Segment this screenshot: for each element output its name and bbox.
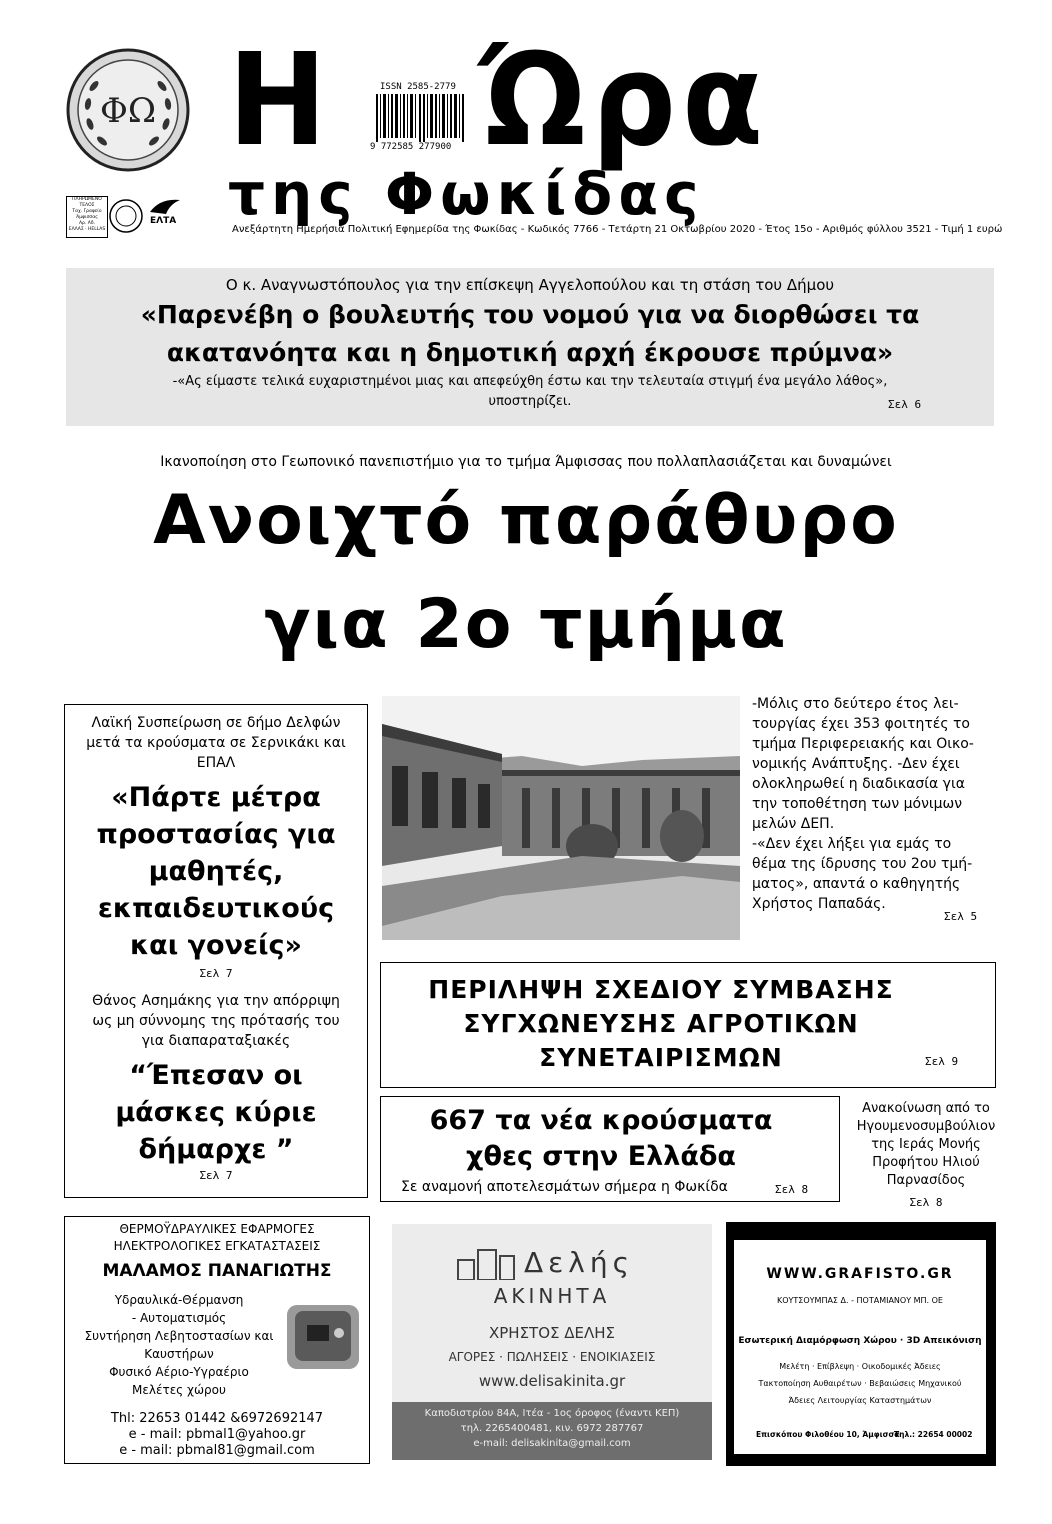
top-story-sub-line2: υποστηρίζει. [488,394,572,409]
ad-grafisto-phone: Τηλ.: 22654 00002 [894,1430,973,1439]
lead-body-line: Χρήστος Παπαδάς. [752,896,886,912]
masthead-title-ora: Ώρα [480,25,770,175]
lead-story-page-ref: Σελ 5 [944,910,978,923]
ad-delis-services: ΑΓΟΡΕΣ · ΠΩΛΗΣΕΙΣ · ΕΝΟΙΚΙΑΣΕΙΣ [448,1350,656,1364]
ad-malamos-name: ΜΑΛΑΜΟΣ ΠΑΝΑΓΙΩΤΗΣ [102,1261,332,1281]
ad-malamos [64,1216,370,1464]
ad-malamos-services: Υδραυλικά-Θέρμανση - Αυτοματισμός Συντήρηση Λεβητοστασίων και Καυστήρων Φυσικό Αέριο-Υγραέριο Μελέτες χώρου [84,1293,274,1397]
lead-body-line: ολοκληρωθεί η διαδικασία για [752,776,965,792]
monastery-note: Ανακοίνωση από το Ηγουμενοσυμβούλιον της Ιεράς Μονής Προφήτου Ηλιού Παρνασίδος [856,1101,996,1188]
university-building-photo [382,696,740,940]
lead-story-body [752,694,1002,914]
masthead-tagline: Ανεξάρτητη Ημερήσια Πολιτική Εφημερίδα της Φωκίδας - Κωδικός 7766 - Τετάρτη 21 Οκτωβρίου 2020 - Έτος 15ο - Αριθμός φύλλου 3521 - Τιμή 1 ευρώ [232,224,1003,235]
ad-grafisto-headline: Εσωτερική Διαμόρφωση Χώρου · 3D Απεικόνιση [738,1336,982,1346]
lead-body-line: ματος», απαντά ο καθηγητής [752,876,961,892]
top-story-kicker: Ο κ. Αναγνωστόπουλος για την επίσκεψη Αγγελοπούλου και τη στάση του Δήμου [225,276,835,294]
top-story-page-ref: Σελ 6 [888,398,922,411]
laurel-seal-logo [64,46,192,174]
ad-malamos-contact: Thl: 22653 01442 &6972692147 e - mail: pbmal1@yahoo.gr e - mail: pbmal81@gmail.com [110,1411,324,1458]
covid-subtext: Σε αναμονή αποτελεσμάτων σήμερα η Φωκίδα [401,1179,728,1195]
ad-delis-footer: Καποδιστρίου 84Α, Ιτέα - 1ος όροφος (έναντι ΚΕΠ) τηλ. 2265400481, κιν. 6972 287767 e-mail: delisakinita@gmail.com [392,1402,712,1460]
story1-headline: «Πάρτε μέτρα προστασίας για μαθητές, εκπαιδευτικούς και γονείς» [96,782,336,961]
lead-body-line: -Μόλις στο δεύτερο έτος λει- [752,696,959,712]
boiler-product-image [283,1297,363,1377]
ad-delis-web: www.delisakinita.gr [478,1372,626,1390]
issn-label: ISSN 2585-2779 [380,82,456,92]
ad-grafisto [726,1222,996,1466]
lead-story-headline-line1: Ανοιχτό παράθυρο [153,481,899,560]
ad-grafisto-lines: Μελέτη · Επίβλεψη · Οικοδομικές Άδειες Τακτοποίηση Αυθαιρέτων · Βεβαιώσεις Μηχανικού Άδειες Λειτουργίας Καταστημάτων [758,1362,962,1405]
left-column-box [64,704,368,1198]
ad-grafisto-web: WWW.GRAFISTO.GR [766,1266,954,1282]
ad-grafisto-address: Επισκόπου Φιλοθέου 10, Άμφισσα [756,1430,900,1439]
svg-text:ΦΩ: ΦΩ [99,91,157,131]
lead-body-line: θέμα της ίδρυσης του 2ου τμή- [752,856,973,872]
merger-notice-title: ΠΕΡΙΛΗΨΗ ΣΧΕΔΙΟΥ ΣΥΜΒΑΣΗΣ ΣΥΓΧΩΝΕΥΣΗΣ ΑΓΡΟΤΙΚΩΝ ΣΥΝΕΤΑΙΡΙΣΜΩΝ [428,975,894,1072]
story2-headline: “Έπεσαν οι μάσκες κύριε δήμαρχε ” [115,1060,317,1165]
masthead [0,0,1052,250]
top-story-headline-line1: «Παρενέβη ο βουλευτής του νομού για να διορθώσει τα [140,300,920,329]
covid-headline: 667 τα νέα κρούσματα χθες στην Ελλάδα [429,1105,773,1172]
lead-body-line: νομικής Ανάπτυξης. -Δεν έχει [752,756,960,772]
round-stamp-icon [108,196,144,236]
building-logo-icon [456,1246,516,1280]
ad-delis [392,1224,712,1460]
lead-body-line: μελών ΔΕΠ. [752,816,835,832]
story1-kicker: Λαϊκή Συσπείρωση σε δήμο Δελφών μετά τα κρούσματα σε Σερνικάκι και ΕΠΑΛ [86,715,346,771]
lead-story-headline-line2: για 2ο τμήμα [264,585,788,664]
lead-body-line: τουργίας έχει 353 φοιτητές το [752,716,970,732]
covid-page-ref: Σελ 8 [775,1183,809,1196]
merger-notice-box [380,962,996,1088]
elta-hermes-logo [146,194,186,218]
lead-body-line: -«Δεν έχει λήξει για εμάς το [752,836,952,852]
ad-delis-person: ΧΡΗΣΤΟΣ ΔΕΛΗΣ [488,1324,616,1342]
barcode-icon [374,94,468,142]
story2-page-ref: Σελ 7 [199,1169,233,1182]
ad-delis-brand-sub: ΑΚΙΝΗΤΑ [493,1284,611,1308]
lead-body-line: την τοποθέτηση των μόνιμων [752,796,963,812]
merger-notice-page-ref: Σελ 9 [925,1055,959,1068]
monastery-page-ref: Σελ 8 [909,1196,943,1209]
barcode-number: 9 772585 277900 [370,142,452,152]
top-story-sub-line1: -«Ας είμαστε τελικά ευχαριστημένοι μιας και απεφεύχθη έστω και την τελευταία στιγμή ένα μεγάλο λάθος», [172,374,888,389]
story2-kicker: Θάνος Ασημάκης για την απόρριψη ως μη σύννομης της πρότασής του για διαπαραταξιακές [92,993,340,1049]
masthead-title-eta: Η [228,25,333,175]
lead-story-kicker: Ικανοποίηση στο Γεωπονικό πανεπιστήμιο για το τμήμα Άμφισσας που πολλαπλασιάζεται και δυναμώνει [160,454,892,470]
covid-box [380,1096,840,1202]
ad-delis-brand: Δελής [524,1246,635,1279]
postage-paid-stamp: ΠΛΗΡΩΜΕΝΟ ΤΕΛΟΣ Ταχ. Γραφείο Άμφισσας Αρ. Αδ. ΕΛΛΑΣ · HELLAS [66,196,108,238]
top-story-box [66,268,994,426]
ad-grafisto-owners: ΚΟΥΤΣΟΥΜΠΑΣ Δ. - ΠΟΤΑΜΙΑΝΟΥ ΜΠ. ΟΕ [776,1296,943,1305]
masthead-subtitle: της Φωκίδας [228,160,705,228]
ad-malamos-top: ΘΕΡΜΟΫΔΡΑΥΛΙΚΕΣ ΕΦΑΡΜΟΓΕΣ ΗΛΕΚΤΡΟΛΟΓΙΚΕΣ ΕΓΚΑΤΑΣΤΑΣΕΙΣ [113,1222,321,1253]
story1-page-ref: Σελ 7 [199,967,233,980]
top-story-headline-line2: ακατανόητα και η δημοτική αρχή έκρουσε πρύμνα» [166,338,894,367]
elta-label: ΕΛΤΑ [150,216,177,226]
lead-body-line: τμήμα Περιφερειακής και Οικο- [752,736,974,752]
